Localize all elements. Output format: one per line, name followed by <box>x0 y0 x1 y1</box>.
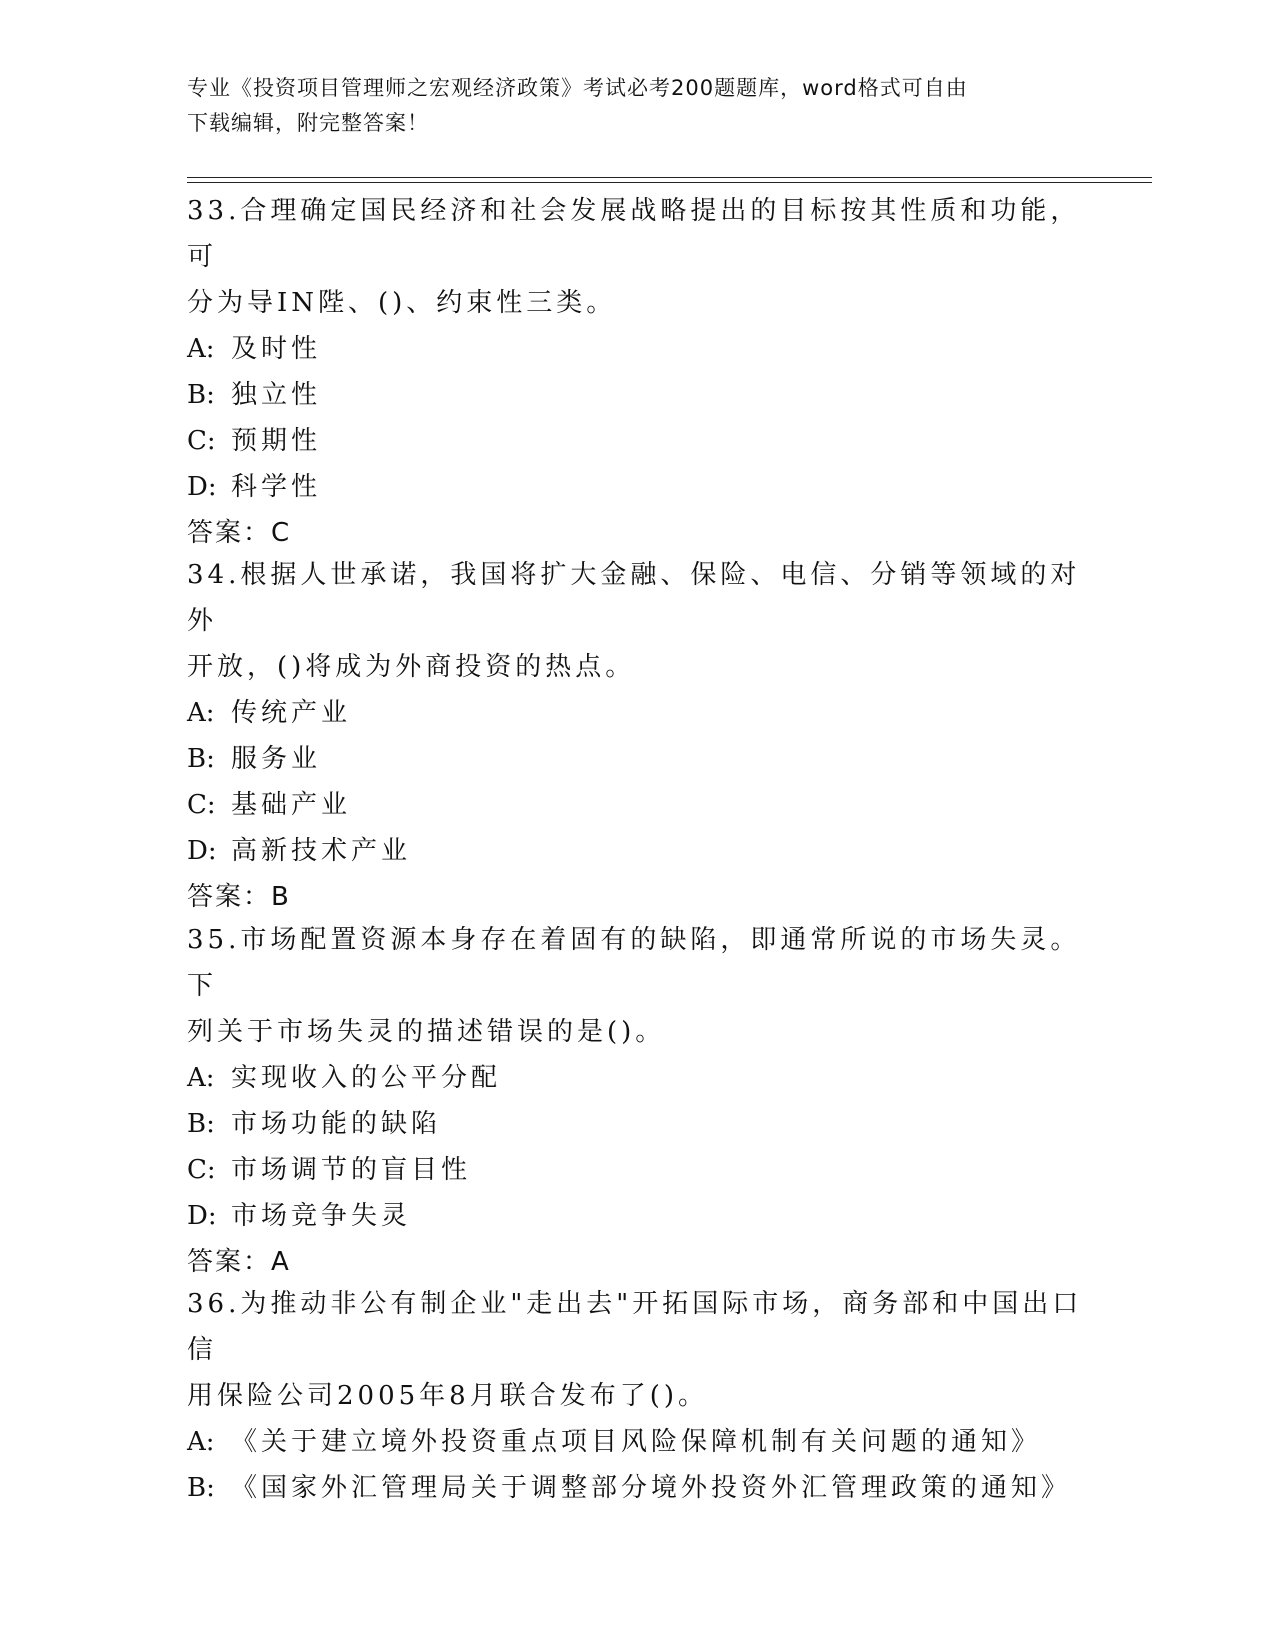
option-text: 市场调节的盲目性 <box>231 1155 472 1185</box>
option-text: 服务业 <box>231 744 322 774</box>
option-text: 基础产业 <box>231 790 352 820</box>
option-a <box>187 326 1087 372</box>
option-d <box>187 464 1087 510</box>
option-key: B: <box>187 744 215 774</box>
question-34 <box>187 552 1087 920</box>
option-text: 独立性 <box>231 380 322 410</box>
question-stem-line: 35.市场配置资源本身存在着固有的缺陷，即通常所说的市场失灵。下 <box>187 925 1081 1001</box>
option-text: 实现收入的公平分配 <box>231 1063 502 1093</box>
option-text: 预期性 <box>231 426 322 456</box>
question-stem-line: 用保险公司2005年8月联合发布了()。 <box>187 1381 708 1411</box>
option-key: D: <box>187 836 217 866</box>
option-text: 传统产业 <box>231 698 352 728</box>
option-text: 市场功能的缺陷 <box>231 1109 442 1139</box>
question-stem-line: 分为导IN陛、()、约束性三类。 <box>187 288 617 318</box>
option-key: C: <box>187 426 216 456</box>
header-divider-bottom <box>187 182 1152 183</box>
option-d <box>187 828 1087 874</box>
option-key: B: <box>187 380 215 410</box>
option-text: 市场竞争失灵 <box>231 1201 412 1231</box>
document-header <box>187 71 1067 141</box>
option-key: A: <box>187 1427 215 1457</box>
question-stem <box>187 188 1087 326</box>
option-text: 及时性 <box>231 334 322 364</box>
question-stem-line: 开放，()将成为外商投资的热点。 <box>187 652 636 682</box>
option-c <box>187 1147 1087 1193</box>
option-a <box>187 690 1087 736</box>
header-line-1: 专业《投资项目管理师之宏观经济政策》考试必考200题题库，word格式可自由 <box>187 76 968 100</box>
option-text: 高新技术产业 <box>231 836 412 866</box>
option-text: 科学性 <box>231 472 322 502</box>
question-stem-line: 36.为推动非公有制企业"走出去"开拓国际市场，商务部和中国出口信 <box>187 1289 1083 1365</box>
option-key: C: <box>187 790 216 820</box>
option-key: C: <box>187 1155 216 1185</box>
option-text: 《关于建立境外投资重点项目风险保障机制有关问题的通知》 <box>231 1427 1042 1457</box>
option-key: B: <box>187 1473 215 1503</box>
question-35 <box>187 917 1087 1285</box>
answer-line: 答案：B <box>187 882 291 912</box>
question-stem <box>187 1281 1087 1419</box>
question-36 <box>187 1281 1087 1511</box>
answer-line: 答案：C <box>187 518 292 548</box>
question-stem-line: 34.根据人世承诺，我国将扩大金融、保险、电信、分销等领域的对外 <box>187 560 1081 636</box>
question-stem-line: 列关于市场失灵的描述错误的是()。 <box>187 1017 666 1047</box>
option-key: D: <box>187 472 217 502</box>
option-b <box>187 1465 1087 1511</box>
question-33 <box>187 188 1087 556</box>
option-b <box>187 1101 1087 1147</box>
option-a <box>187 1419 1087 1465</box>
option-key: A: <box>187 698 215 728</box>
option-key: A: <box>187 1063 215 1093</box>
option-b <box>187 736 1087 782</box>
question-stem <box>187 552 1087 690</box>
answer-line: 答案：A <box>187 1247 291 1277</box>
header-divider-top <box>187 177 1152 178</box>
question-stem <box>187 917 1087 1055</box>
question-stem-line: 33.合理确定国民经济和社会发展战略提出的目标按其性质和功能，可 <box>187 196 1081 272</box>
option-key: D: <box>187 1201 217 1231</box>
option-key: B: <box>187 1109 215 1139</box>
option-c <box>187 418 1087 464</box>
option-d <box>187 1193 1087 1239</box>
option-c <box>187 782 1087 828</box>
option-key: A: <box>187 334 215 364</box>
option-text: 《国家外汇管理局关于调整部分境外投资外汇管理政策的通知》 <box>231 1473 1072 1503</box>
header-line-2: 下载编辑，附完整答案！ <box>187 111 429 135</box>
option-a <box>187 1055 1087 1101</box>
option-b <box>187 372 1087 418</box>
